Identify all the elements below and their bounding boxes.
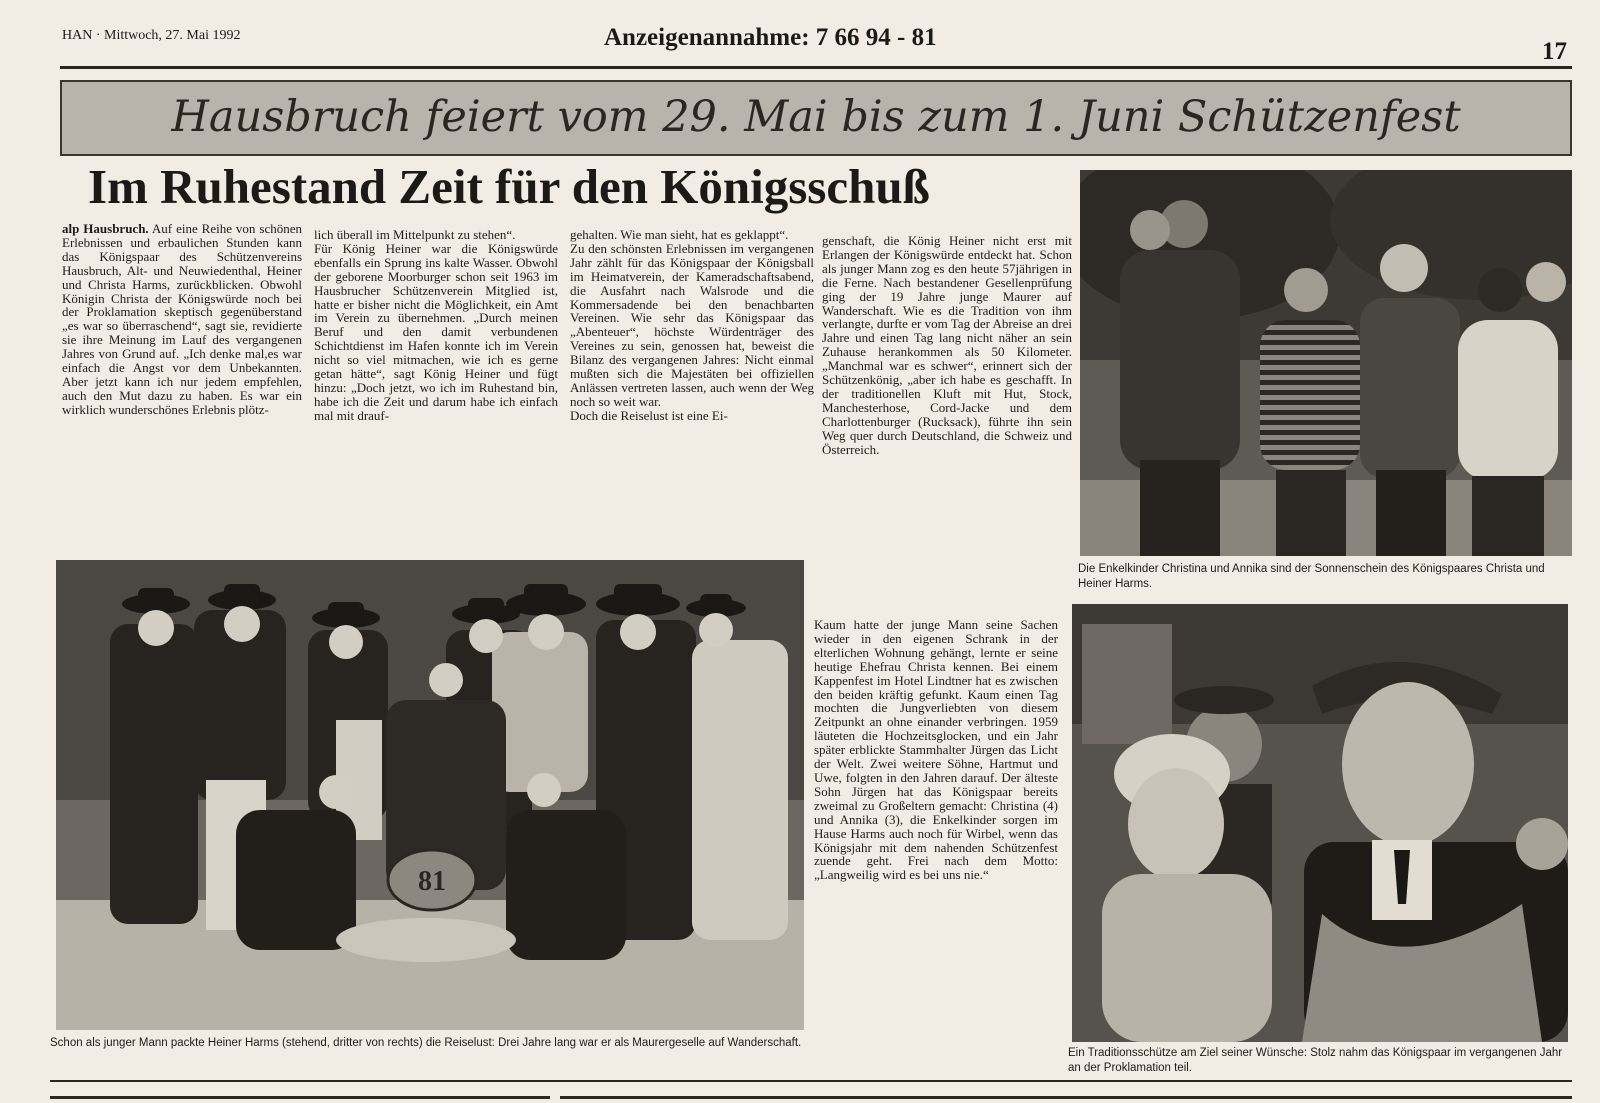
page-number: 17 [1542,38,1567,65]
banner-title: Hausbruch feiert vom 29. Mai bis zum 1. Juni Schützenfest [171,92,1461,142]
header-dateline: HAN · Mittwoch, 27. Mai 1992 [62,28,241,43]
caption-family-photo: Die Enkelkinder Christina und Annika sind der Sonnenschein des Königspaares Christa und Heiner Harms. [1078,563,1545,590]
article-column-4b: Kaum hatte der junge Mann seine Sachen wieder in den eigenen Schrank in der elterlichen Wohnung gehängt, lernte er seine heutige Ehefrau Christa kennen. Bei einem Kappenfest im Hotel Lindtner hat es zwischen den beiden kräftig gefunkt. Kaum einen Tag mochten die Jungverliebten von diesem Zeitpunkt an ohne einander verbringen. 1959 läuteten die Hochzeitsglocken, und ein Jahr später erblickte Stammhalter Jürgen das Licht der Welt. Zwei weitere Söhne, Hartmut und Uwe, folgten in den Jahren darauf. Der älteste Sohn Jürgen hat das Königspaar bereits zweimal zu Großeltern gemacht: Christina (4) und Annika (3), die Enkelkinder sorgen im Hause Harms auch noch für Wirbel, wenn das Königsjahr mit dem nahenden Schützenfest zuende geht. Frei nach dem Motto: „Langweilig wird es bei uns nie.“ [814,618,1058,883]
footer-box-left [50,1096,550,1099]
article-column-2: lich überall im Mittelpunkt zu stehen“. Für König Heiner war die Königswürde ebenfalls ein Sprung ins kalte Wasser. Obwohl der geborene Moorburger schon seit 1963 im Hausbrucher Schützenverein Mitglied ist, hatte er bisher nicht die Möglichkeit, ein Amt im Verein zu übernehmen. „Durch meinen Beruf und den damit verbundenen Schichtdienst im Hafen konnte ich im Verein nicht so viel mitmachen, wie ich es gerne getan hätte“, sagt König Heiner und fügt hinzu: „Doch jetzt, wo ich im Ruhestand bin, habe ich die Zeit und darum habe ich einfach mal mit drauf- [314,228,558,423]
dateline: alp Hausbruch. [62,222,149,236]
barrel-badge: 81 [418,866,446,897]
article-column-3: gehalten. Wie man sieht, hat es geklappt“. Zu den schönsten Erlebnissen im vergangenen Jahr zählt für das Königspaar der Königsball im Heimatverein, der Kameradschaftsabend, die Ausfahrt nach Walsrode und die Kommersadende bei den benachbarten Vereinen. Wie sehr das Königspaar das „Abenteuer“, höchste Würdenträger des Vereines zu sein, genossen hat, beweist die Bilanz des vergangenen Jahres: Nicht einmal mußten sich die Majestäten bei offiziellen Anlässen vertreten lassen, auch wenn der Weg noch so weit war. Doch die Reiselust ist eine Ei- [570,228,814,423]
section-banner [60,80,1572,156]
header-ad-phone: Anzeigenannahme: 7 66 94 - 81 [604,24,937,51]
article-headline: Im Ruhestand Zeit für den Königsschuß [88,159,930,214]
footer-box-right [560,1096,1572,1099]
family-photo [1080,170,1572,556]
caption-royal-photo: Ein Traditionsschütze am Ziel seiner Wünsche: Stolz nahm das Königspaar im vergangenen Jahr an der Proklamation teil. [1068,1047,1563,1074]
article-column-4a: genschaft, die König Heiner nicht erst mit Erlangen der Königswürde entdeckt hat. Schon als junger Mann zog es den heute 57jährigen in die Ferne. Nach bestandener Gesellenprüfung ging der 19 Jahre junge Maurer auf Wanderschaft. Wie es die Tradition von ihm verlangte, durfte er vom Tag der Abreise an drei Jahre und einen Tag lang nicht näher an sein Zuhause herankommen als 50 Kilometer. „Manchmal war es schwer“, erinnert sich der Schützenkönig, „aber ich habe es geschafft. In der traditionellen Kluft mit Hut, Stock, Manchesterhose, Cord-Jacke und dem Charlottenburger (Rucksack), führte ihn sein Weg quer durch Deutschland, die Schweiz und Österreich. [822,234,1072,457]
header-rule [60,66,1572,69]
group-photo [56,560,804,1030]
footer-rule [50,1080,1572,1082]
royal-couple-photo [1072,604,1568,1042]
column-1-text: Auf eine Reihe von schönen Erlebnissen und erbaulichen Stunden kann das Königspaar des Schützenvereins Hausbruch, Alt- und Neuwiedenthal, Heiner und Christa Harms, zurückblicken. Obwohl Königin Christa der Königswürde noch bei der Proklamation skeptisch gegenüberstand „es war so überraschend“, sagt sie, revidierte sie ihre Meinung im Lauf des vergangenen Jahres von Grund auf. „Ich denke mal,es war einfach die Angst vor dem Unbekannten. Aber jetzt kann ich nur jedem empfehlen, auch den Mut dazu zu haben. Es war ein wirklich wunderschönes Erlebnis plötz- [62,222,302,417]
caption-group-photo: Schon als junger Mann packte Heiner Harms (stehend, dritter von rechts) die Reiselust: Drei Jahre lang war er als Maurergeselle auf Wanderschaft. [50,1037,802,1049]
article-column-1 [62,222,302,542]
